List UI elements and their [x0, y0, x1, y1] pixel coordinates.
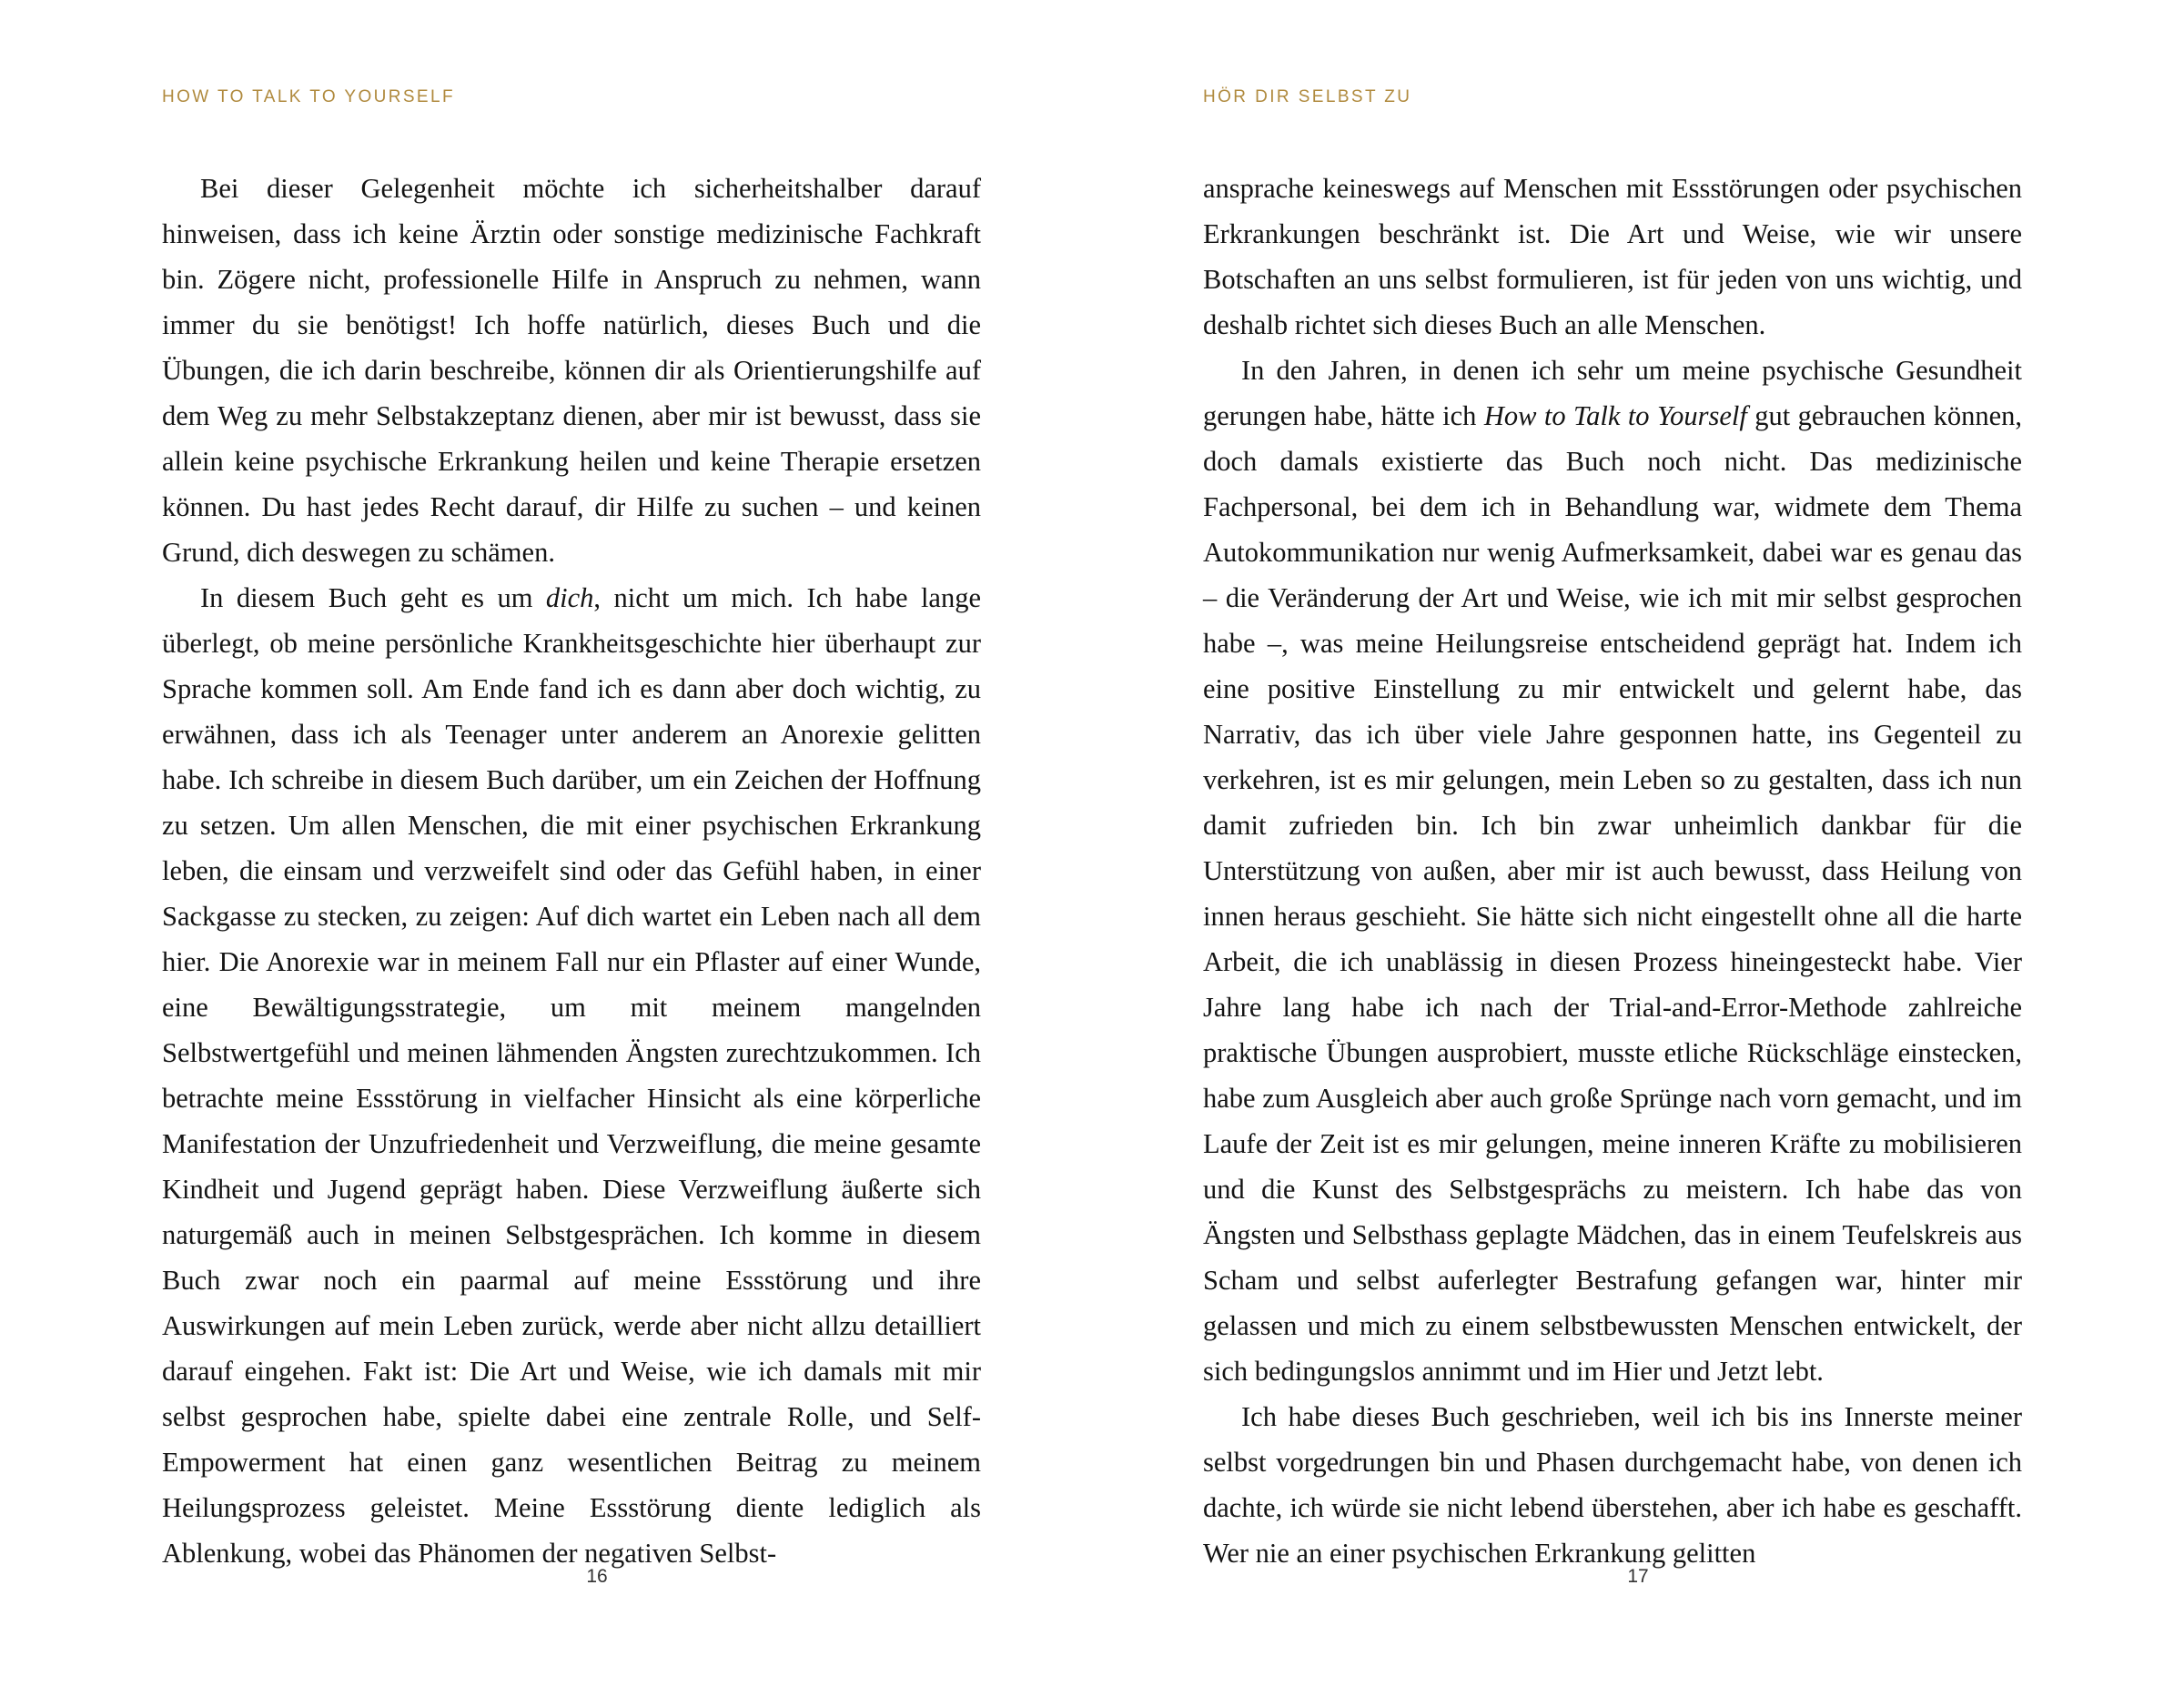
paragraph: Bei dieser Gelegenheit möchte ich sicherheitshalber darauf hinweisen, dass ich keine Ärztin oder sonstige medizinische Fachkraft bin. Zögere nicht, professionelle Hilfe in Anspruch zu nehmen, wann immer du sie benötigst! Ich hoffe natürlich, dieses Buch und die Übungen, die ich darin beschreibe, können dir als Orientierungshilfe auf dem Weg zu mehr Selbstakzeptanz dienen, aber mir ist bewusst, dass sie allein keine psychische Erkrankung heilen und keine Therapie ersetzen können. Du hast jedes Recht darauf, dir Hilfe zu suchen – und keinen Grund, dich deswegen zu schämen.: [162, 173, 981, 568]
running-head-right: HÖR DIR SELBST ZU: [1203, 87, 1412, 106]
paragraph: [162, 575, 981, 1576]
body-text-left: [162, 166, 981, 1576]
body-text-right: [1203, 166, 2022, 1576]
paragraph-part: , nicht um mich. Ich habe lange überlegt, ob meine persönliche Krankheitsgeschichte hier überhaupt zur Sprache kommen soll. Am Ende fand ich es dann aber doch wichtig, zu erwähnen, dass ich als Teenager unter anderem an Anorexie gelitten habe. Ich schreibe in diesem Buch darüber, um ein Zeichen der Hoffnung zu setzen. Um allen Menschen, die mit einer psychischen Erkrankung leben, die einsam und verzweifelt sind oder das Gefühl haben, in einer Sackgasse zu stecken, zu zeigen: Auf dich wartet ein Leben nach all dem hier. Die Anorexie war in meinem Fall nur ein Pflaster auf einer Wunde, eine Bewältigungsstrategie, um mit meinem mangelnden Selbstwertgefühl und meinen lähmenden Ängsten zurechtzukommen. Ich betrachte meine Essstörung in vielfacher Hinsicht als eine körperliche Manifestation der Unzufriedenheit und Verzweiflung, die meine gesamte Kindheit und Jugend geprägt haben. Diese Verzweiflung äußerte sich naturgemäß auch in meinen Selbstgesprächen. Ich komme in diesem Buch zwar noch ein paarmal auf meine Essstörung und ihre Auswirkungen auf mein Leben zurück, werde aber nicht allzu detailliert darauf eingehen. Fakt ist: Die Art und Weise, wie ich damals mit mir selbst gesprochen habe, spielte dabei eine zentrale Rolle, und Self-Empowerment hat einen ganz wesentlichen Beitrag zu meinem Heilungsprozess geleistet. Meine Essstörung diente lediglich als Ablenkung, wobei das Phänomen der negativen Selbst-: [162, 582, 982, 1569]
paragraph-part: gut gebrauchen können, doch damals existierte das Buch noch nicht. Das medizinische Fachpersonal, bei dem ich in Behandlung war, widmete dem Thema Autokommunikation nur wenig Aufmerksamkeit, dabei war es genau das – die Veränderung der Art und Weise, wie ich mit mir selbst gesprochen habe –, was meine Heilungsreise entscheidend geprägt hat. Indem ich eine positive Einstellung zu mir entwickelt und gelernt habe, das Narrativ, das ich über viele Jahre gesponnen hatte, ins Gegenteil zu verkehren, ist es mir gelungen, mein Leben so zu gestalten, dass ich nun damit zufrieden bin. Ich bin zwar unheimlich dankbar für die Unterstützung von außen, aber mir ist auch bewusst, dass Heilung von innen heraus geschieht. Sie hätte sich nicht eingestellt ohne all die harte Arbeit, die ich unablässig in diesen Prozess hineingesteckt habe. Vier Jahre lang habe ich nach der Trial-and-Error-Methode zahlreiche praktische Übungen ausprobiert, musste etliche Rückschläge einstecken, habe zum Ausgleich aber auch große Sprünge nach vorn gemacht, und im Laufe der Zeit ist es mir gelungen, meine inneren Kräfte zu mobilisieren und die Kunst des Selbstgesprächs zu meistern. Ich habe das von Ängsten und Selbsthass geplagte Mädchen, das in einem Teufelskreis aus Scham und selbst auferlegter Bestrafung gefangen war, hinter mir gelassen und mich zu einem selbstbewussten Menschen entwickelt, der sich bedingungslos annimmt und im Hier und Jetzt lebt.: [1203, 400, 2022, 1387]
paragraph: [1203, 348, 2022, 1394]
page-number-left: 16: [586, 1566, 608, 1587]
page-number-right: 17: [1627, 1566, 1649, 1587]
paragraph: ansprache keineswegs auf Menschen mit Essstörungen oder psychischen Erkrankungen beschränkt ist. Die Art und Weise, wie wir unsere Botschaften an uns selbst formulieren, ist für jeden von uns wichtig, und deshalb richtet sich dieses Buch an alle Menschen.: [1203, 173, 2022, 340]
running-head-left: HOW TO TALK TO YOURSELF: [162, 87, 455, 106]
page-right: [1092, 0, 2184, 1686]
paragraph: Ich habe dieses Buch geschrieben, weil ich bis ins Innerste meiner selbst vorgedrungen bin und Phasen durchgemacht habe, von denen ich dachte, ich würde sie nicht lebend überstehen, aber ich habe es geschafft. Wer nie an einer psychischen Erkrankung gelitten: [1203, 1401, 2022, 1569]
paragraph-part-italic: How to Talk to Yourself: [1483, 400, 1747, 431]
paragraph-part-italic: dich: [545, 582, 594, 613]
paragraph-part: In den Jahren, in denen ich sehr um meine psychische Gesundheit gerungen habe, hätte ich: [1203, 355, 2022, 431]
paragraph-part: In diesem Buch geht es um: [200, 582, 546, 613]
